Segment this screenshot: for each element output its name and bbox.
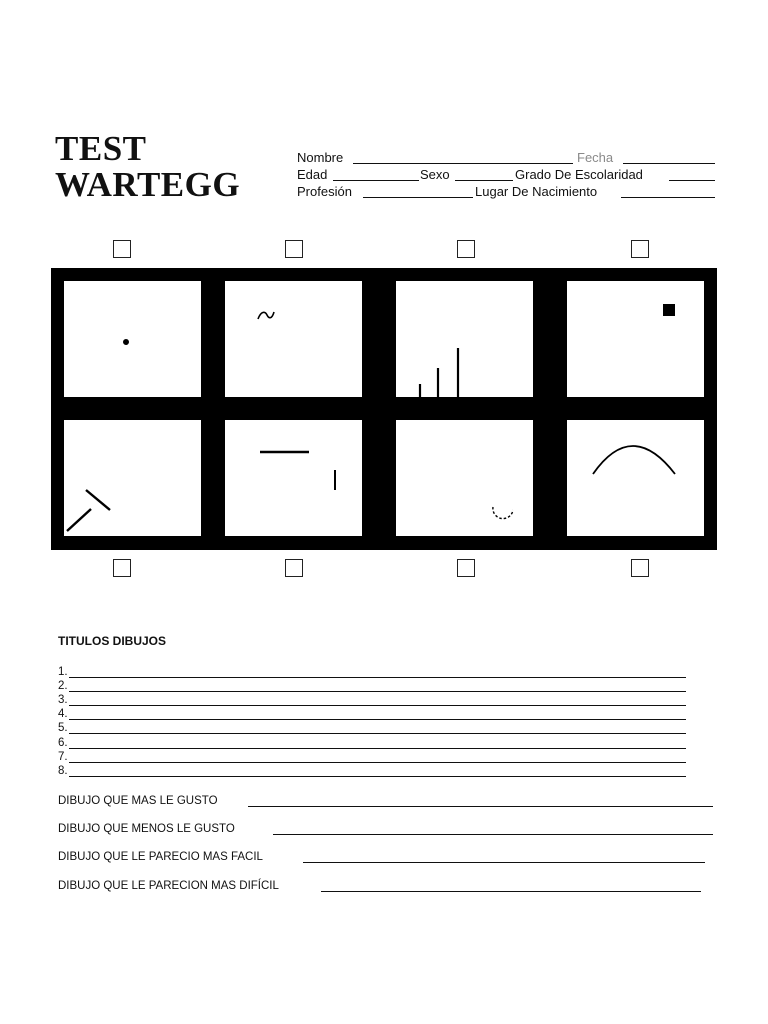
title-line[interactable] [58, 665, 686, 679]
lines-stimulus [396, 281, 543, 397]
lugar-field[interactable] [621, 197, 715, 198]
drawing-box-4[interactable] [567, 281, 704, 397]
question-liked-most [58, 793, 713, 809]
title-underline [69, 776, 686, 777]
title-underline [69, 691, 686, 692]
title-number: 5. [58, 722, 68, 734]
title-underline [69, 733, 686, 734]
dot-stimulus [64, 281, 201, 397]
drawing-box-3[interactable] [396, 281, 533, 397]
grado-field[interactable] [669, 180, 715, 181]
sexo-label: Sexo [420, 167, 450, 182]
question-easiest-label: DIBUJO QUE LE PARECIO MAS FACIL [58, 851, 263, 863]
title-underline [69, 719, 686, 720]
header-row-1 [297, 150, 717, 166]
question-hardest [58, 878, 701, 894]
title-line[interactable] [58, 679, 686, 693]
checkbox-drawing-4[interactable] [631, 240, 649, 258]
square-stimulus [567, 281, 704, 397]
question-easiest [58, 849, 705, 865]
checkbox-drawing-3[interactable] [457, 240, 475, 258]
fecha-label: Fecha [577, 150, 614, 165]
fecha-field[interactable] [623, 163, 715, 164]
two-lines-stimulus [225, 420, 372, 536]
test-title [55, 131, 240, 203]
edad-label: Edad [297, 167, 328, 182]
title-line[interactable] [58, 764, 686, 778]
title-line-1: TEST [55, 129, 147, 168]
title-underline [69, 705, 686, 706]
title-number: 3. [58, 694, 68, 706]
wartegg-grid [51, 268, 717, 550]
title-line[interactable] [58, 750, 686, 764]
checkbox-drawing-7[interactable] [457, 559, 475, 577]
nombre-field[interactable] [353, 163, 573, 164]
question-liked-least [58, 821, 713, 837]
question-liked-most-field[interactable] [248, 806, 713, 807]
arc-stimulus [567, 420, 704, 536]
title-number: 4. [58, 708, 68, 720]
checkbox-drawing-1[interactable] [113, 240, 131, 258]
title-underline [69, 677, 686, 678]
titulos-heading: TITULOS DIBUJOS [58, 634, 167, 648]
question-easiest-field[interactable] [303, 862, 705, 863]
header-row-2 [297, 167, 717, 183]
profesion-field[interactable] [363, 197, 473, 198]
checkbox-drawing-5[interactable] [113, 559, 131, 577]
title-number: 1. [58, 666, 68, 678]
nombre-label: Nombre [297, 150, 344, 165]
title-line-2: WARTEGG [55, 165, 241, 204]
drawing-box-6[interactable] [225, 420, 362, 536]
sexo-field[interactable] [455, 180, 513, 181]
title-underline [69, 762, 686, 763]
title-number: 2. [58, 680, 68, 692]
question-liked-most-label: DIBUJO QUE MAS LE GUSTO [58, 795, 218, 807]
title-line[interactable] [58, 693, 686, 707]
title-underline [69, 748, 686, 749]
checkbox-drawing-6[interactable] [285, 559, 303, 577]
title-number: 6. [58, 737, 68, 749]
checkbox-drawing-2[interactable] [285, 240, 303, 258]
title-number: 7. [58, 751, 68, 763]
header-row-3 [297, 184, 717, 200]
dotted-arc-stimulus [396, 420, 543, 536]
title-line[interactable] [58, 721, 686, 735]
edad-field[interactable] [333, 180, 419, 181]
drawing-box-1[interactable] [64, 281, 201, 397]
lugar-label: Lugar De Nacimiento [475, 184, 598, 199]
drawing-box-5[interactable] [64, 420, 201, 536]
question-liked-least-label: DIBUJO QUE MENOS LE GUSTO [58, 823, 235, 835]
profesion-label: Profesión [297, 184, 352, 199]
question-liked-least-field[interactable] [273, 834, 713, 835]
drawing-box-8[interactable] [567, 420, 704, 536]
title-line[interactable] [58, 707, 686, 721]
grado-label: Grado De Escolaridad [515, 167, 643, 182]
title-line[interactable] [58, 736, 686, 750]
question-hardest-field[interactable] [321, 891, 701, 892]
drawing-box-2[interactable] [225, 281, 362, 397]
crossed-lines-stimulus [64, 420, 201, 536]
checkbox-drawing-8[interactable] [631, 559, 649, 577]
title-number: 8. [58, 765, 68, 777]
wave-stimulus [225, 281, 372, 397]
drawing-box-7[interactable] [396, 420, 533, 536]
question-hardest-label: DIBUJO QUE LE PARECION MAS DIFÍCIL [58, 880, 279, 892]
